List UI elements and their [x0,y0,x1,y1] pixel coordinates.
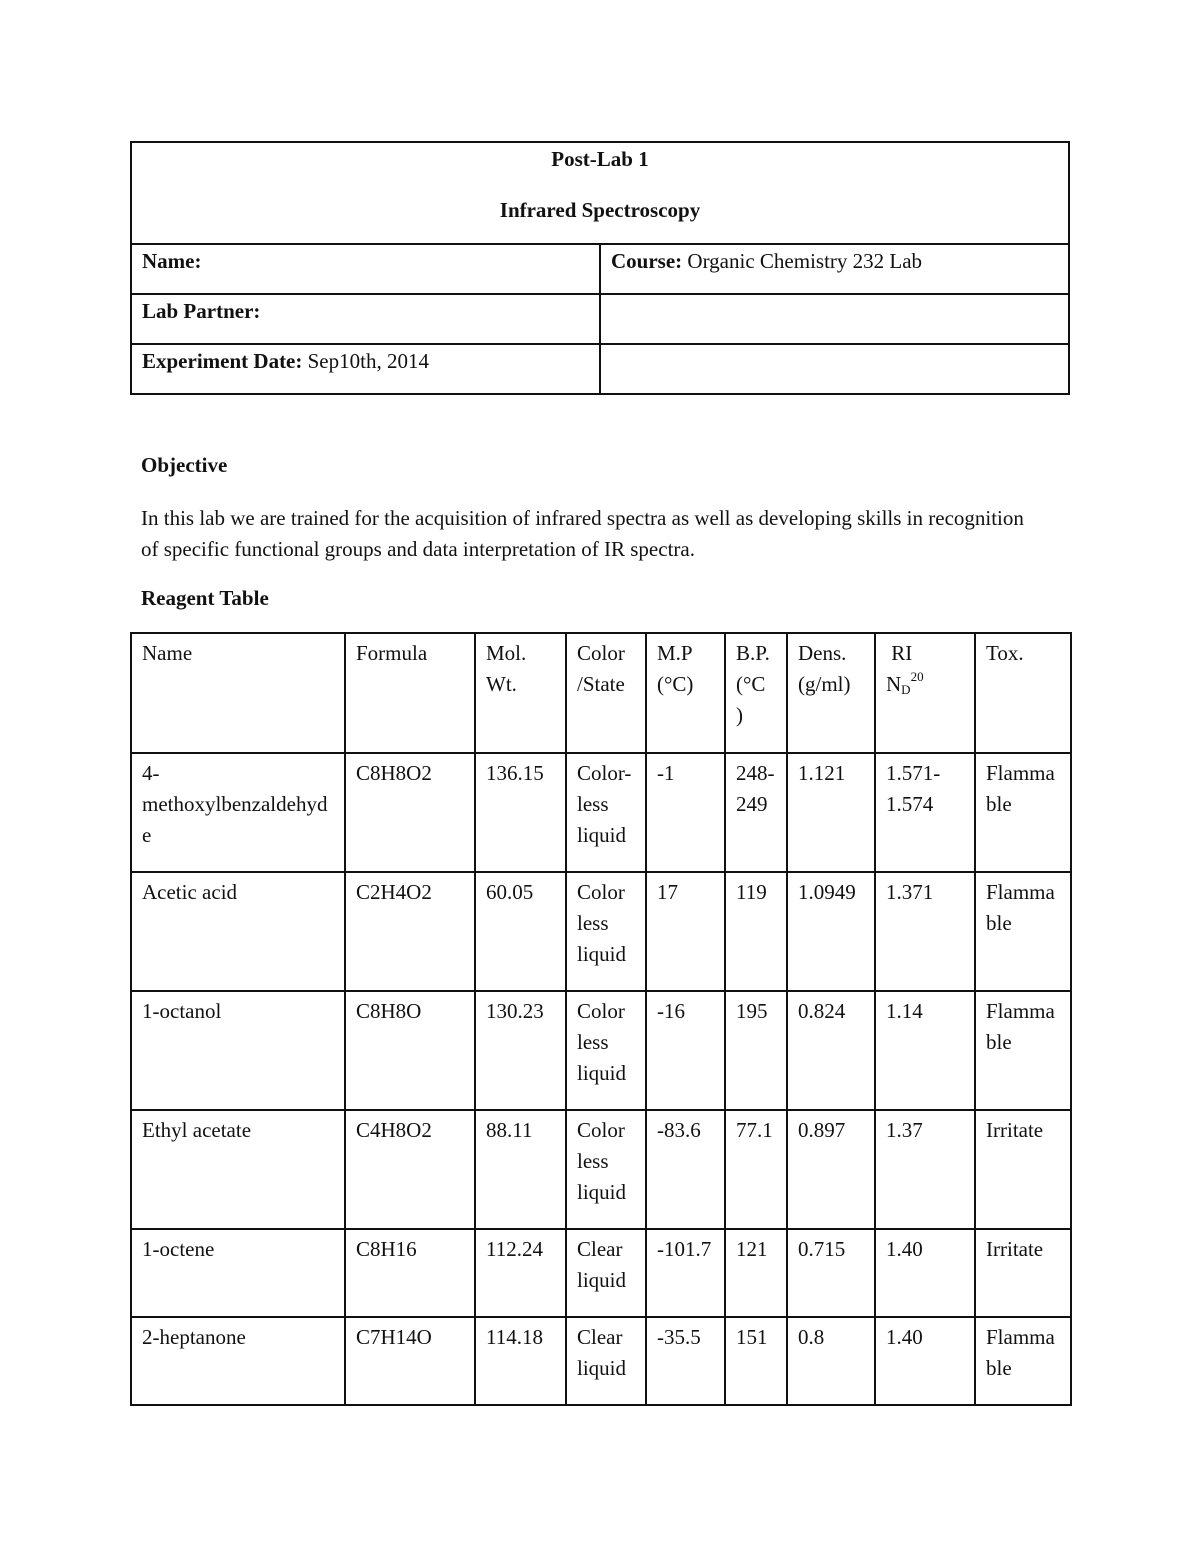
cell-molwt: 60.05 [475,872,566,991]
col-header-molwt: Mol. Wt. [475,633,566,753]
page-subtitle: Infrared Spectroscopy [499,198,701,222]
col-header-name: Name [131,633,345,753]
cell-molwt: 136.15 [475,753,566,872]
objective-text: In this lab we are trained for the acquisition of infrared spectra as well as developing skills in recognition of specific functional groups and data interpretation of IR spectra. [141,506,1024,561]
col-header-ri: RI $N_D^{20}$ [875,633,975,753]
col-header-formula: Formula [345,633,475,753]
objective-heading: Objective [141,453,228,477]
col-header-bp: B.P. (°C ) [725,633,787,753]
cell-formula: C2H4O2 [345,872,475,991]
cell-name: 1-octanol [131,991,345,1110]
cell-mp: -83.6 [646,1110,725,1229]
cell-molwt: 88.11 [475,1110,566,1229]
cell-ri: 1.40 [875,1317,975,1405]
course-label: Course: [611,249,683,273]
reagent-table-heading: Reagent Table [141,586,269,610]
table-row [131,991,1071,1110]
cell-molwt: 130.23 [475,991,566,1110]
table-row [131,1110,1071,1229]
table-row [131,1317,1071,1405]
col-header-state: Color /State [566,633,646,753]
partner-label: Lab Partner: [142,299,261,323]
cell-bp: 151 [725,1317,787,1405]
cell-tox: Irritate [975,1229,1071,1317]
cell-state: Color less liquid [566,991,646,1110]
date-value: Sep10th, 2014 [302,349,429,373]
cell-ri: 1.571-1.574 [875,753,975,872]
cell-mp: -1 [646,753,725,872]
cell-dens: 1.121 [787,753,875,872]
cell-tox: Flammable [975,991,1071,1110]
reagent-table [130,632,1072,1406]
cell-tox: Flammable [975,1317,1071,1405]
cell-formula: C8H16 [345,1229,475,1317]
partner-cell [131,294,600,344]
cell-name: 1-octene [131,1229,345,1317]
cell-ri: 1.40 [875,1229,975,1317]
cell-state: Color-less liquid [566,753,646,872]
name-cell [131,244,600,294]
cell-state: Clear liquid [566,1229,646,1317]
cell-ri: 1.14 [875,991,975,1110]
cell-ri: 1.371 [875,872,975,991]
cell-formula: C8H8O2 [345,753,475,872]
cell-formula: C4H8O2 [345,1110,475,1229]
cell-bp: 195 [725,991,787,1110]
cell-formula: C8H8O [345,991,475,1110]
name-label: Name: [142,249,202,273]
cell-mp: -101.7 [646,1229,725,1317]
cell-mp: -16 [646,991,725,1110]
cell-dens: 0.8 [787,1317,875,1405]
cell-dens: 0.715 [787,1229,875,1317]
date-label: Experiment Date: [142,349,303,373]
cell-name: Ethyl acetate [131,1110,345,1229]
page-title: Post-Lab 1 [551,147,649,171]
cell-ri: 1.37 [875,1110,975,1229]
cell-bp: 121 [725,1229,787,1317]
cell-state: Color less liquid [566,1110,646,1229]
cell-dens: 0.824 [787,991,875,1110]
col-header-mp: M.P (°C) [646,633,725,753]
col-header-dens: Dens. (g/ml) [787,633,875,753]
cell-mp: -35.5 [646,1317,725,1405]
table-row [131,1229,1071,1317]
cell-dens: 0.897 [787,1110,875,1229]
cell-dens: 1.0949 [787,872,875,991]
cell-mp: 17 [646,872,725,991]
cell-name: 2-heptanone [131,1317,345,1405]
table-header-row [131,633,1071,753]
cell-molwt: 112.24 [475,1229,566,1317]
cell-tox: Flammable [975,753,1071,872]
cell-bp: 248-249 [725,753,787,872]
cell-bp: 119 [725,872,787,991]
cell-tox: Irritate [975,1110,1071,1229]
table-row [131,872,1071,991]
course-cell [600,244,1069,294]
cell-molwt: 114.18 [475,1317,566,1405]
cell-state: Color less liquid [566,872,646,991]
date-cell [131,344,600,394]
table-row [131,753,1071,872]
cell-name: 4-methoxylbenzaldehyde [131,753,345,872]
cell-tox: Flammable [975,872,1071,991]
course-value: Organic Chemistry 232 Lab [682,249,923,273]
cell-bp: 77.1 [725,1110,787,1229]
col-header-tox: Tox. [975,633,1071,753]
header-table [130,141,1070,395]
title-cell [131,142,1069,244]
cell-name: Acetic acid [131,872,345,991]
cell-state: Clear liquid [566,1317,646,1405]
empty-cell [600,294,1069,344]
empty-cell [600,344,1069,394]
cell-formula: C7H14O [345,1317,475,1405]
